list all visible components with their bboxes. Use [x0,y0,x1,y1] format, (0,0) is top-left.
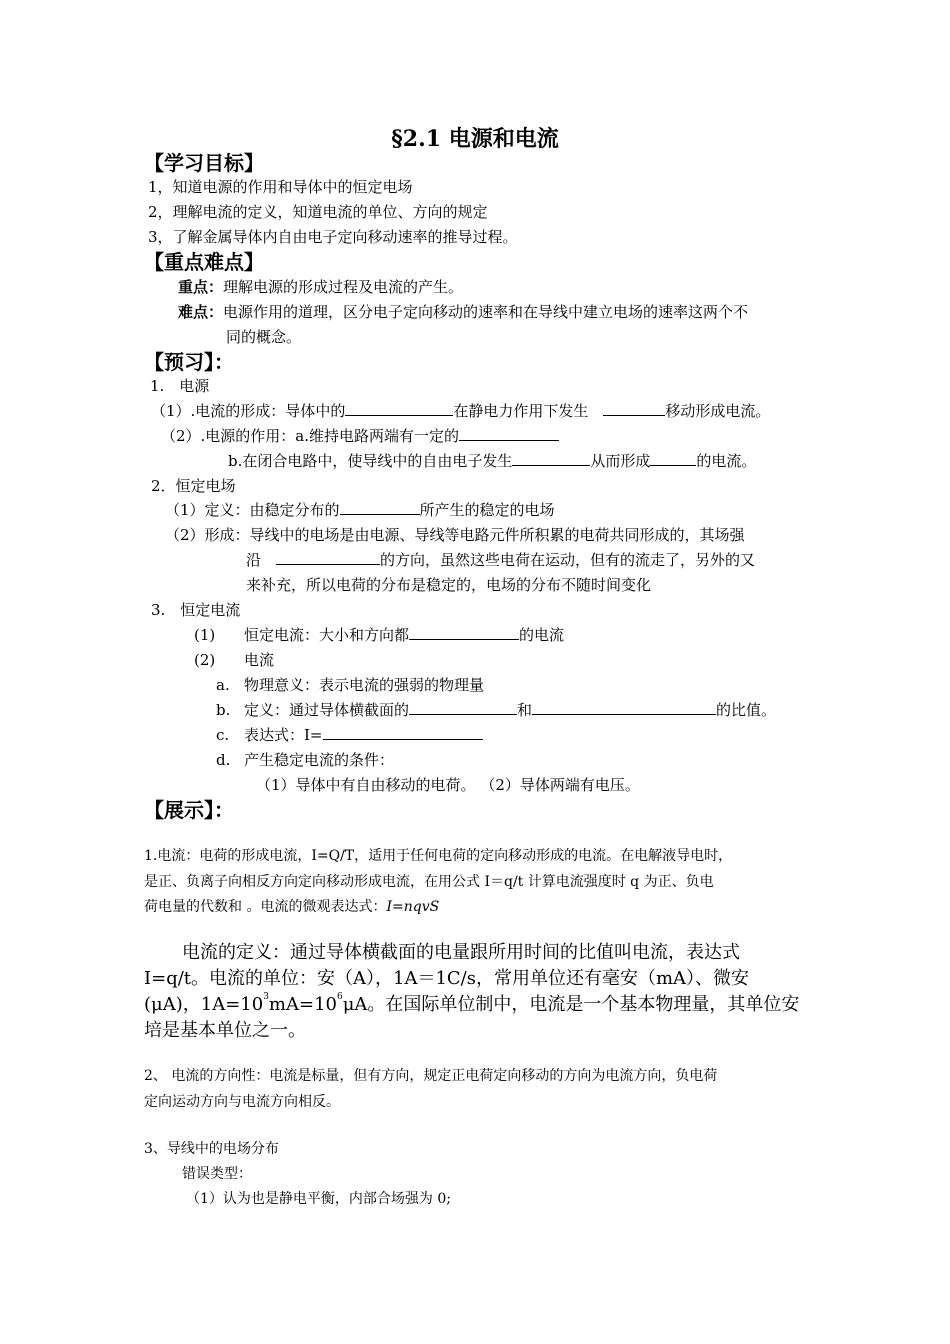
show-p1-line2: 是正、负离子向相反方向定向移动形成电流，在用公式 I＝q/t 计算电流强度时 q 为正、负电 [144,874,714,890]
difficulty-text: 电源作用的道理，区分电子定向移动的速率和在导线中建立电场的速率这两个不 [223,303,749,321]
preview-s2: 2．恒定电场 [151,477,236,495]
focus-text: 理解电源的形成过程及电流的产生。 [223,278,464,296]
item-d-text: 产生稳定电流的条件： [244,751,395,769]
show-p2-line3-c: μA。在国际单位制中，电流是一个基本物理量，其单位安 [342,994,800,1015]
goal-item-3: 3，了解金属导体内自由电子定向移动速率的推导过程。 [148,228,518,246]
show-p3-line1: 2、 电流的方向性：电流是标量，但有方向，规定正电荷定向移动的方向为电流方向，负电荷 [144,1068,718,1084]
fill-blank[interactable] [603,401,665,416]
show-p2-line2: I=q/t。电流的单位：安（A），1A＝1C/s，常用单位还有毫安（mA）、微安 [144,968,750,989]
s2-2b-text-b: 的方向，虽然这些电荷在运动，但有的流走了，另外的又 [380,551,756,569]
focus-line [178,277,463,297]
s1-1-text-a: （1）.电流的形成：导体中的 [151,402,346,420]
s2-1-text-b: 所产生的稳定的电场 [419,501,555,519]
goal-item-1: 1，知道电源的作用和导体中的恒定电场 [148,178,413,196]
difficulty-line [178,302,748,322]
preview-s3-2: 电流 [244,651,275,669]
preview-s3-2-num: (2) [194,651,216,669]
s2-2b-text-a: 沿 [246,551,277,569]
show-p3-line2: 定向运动方向与电流方向相反。 [144,1094,340,1110]
preview-s3-1-num: (1) [194,626,216,644]
item-a-mark: a. [216,676,230,694]
difficulty-label: 难点： [178,303,224,321]
item-b-line [244,700,776,720]
item-d-mark: d. [216,751,231,769]
item-b-text-a: 定义：通过导体横截面的 [244,701,410,719]
section-heading-key: 【重点难点】 [144,250,264,274]
fill-blank[interactable] [650,451,696,466]
show-p2-line1: 电流的定义：通过导体横截面的电量跟所用时间的比值叫电流，表达式 [182,942,740,963]
preview-s2-2b [246,550,755,570]
preview-s3: 3. 恒定电流 [151,601,241,619]
show-p2-line4: 培是基本单位之一。 [144,1020,306,1041]
fill-blank[interactable] [345,401,453,416]
show-p4-line2: 错误类型： [182,1166,252,1182]
show-p4-line3: （1）认为也是静电平衡，内部合场强为 0; [186,1191,451,1207]
exponent-3: 3 [263,992,269,1002]
show-p1-line3 [144,897,439,917]
fill-blank[interactable] [459,426,559,441]
preview-s3-1 [244,625,564,645]
item-b-text-b: 和 [517,701,533,719]
s2-1-text-a: （1）定义：由稳定分布的 [165,501,340,519]
goal-item-2: 2，理解电流的定义，知道电流的单位、方向的规定 [148,203,488,221]
show-p2-line3 [144,992,799,1018]
s1-2b-text-c: 的电流。 [696,452,757,470]
s1-2b-text-a: b.在闭合电路中，使导线中的自由电子发生 [228,452,513,470]
fill-blank[interactable] [409,700,517,715]
s1-2-text-a: （2）.电源的作用：a.维持电路两端有一定的 [161,427,460,445]
item-a-text: 物理意义：表示电流的强弱的物理量 [244,676,485,694]
item-b-mark: b. [216,701,231,719]
difficulty-text-cont: 同的概念。 [226,328,302,346]
preview-s1-2b [228,451,756,471]
show-p2-line3-a: (μA)，1A=10 [144,994,264,1015]
item-c-line [244,725,483,745]
item-d-conditions: （1）导体中有自由移动的电荷。 （2）导体两端有电压。 [256,776,640,794]
s3-1-text-b: 的电流 [519,626,565,644]
fill-blank[interactable] [276,550,380,565]
fill-blank[interactable] [323,725,483,740]
preview-s1-1 [151,401,770,421]
fill-blank[interactable] [409,625,519,640]
s1-1-text-c: 移动形成电流。 [665,402,771,420]
preview-s2-2: （2）形成：导线中的电场是由电源、导线等电路元件所积累的电荷共同形成的，其场强 [165,526,745,544]
micro-expression: I=nqvS [386,899,440,915]
section-heading-preview: 【预习】： [144,350,234,374]
preview-s1: 1. 电源 [150,377,210,395]
fill-blank[interactable] [512,451,590,466]
fill-blank[interactable] [340,500,420,515]
preview-s2-2c: 来补充，所以电荷的分布是稳定的，电场的分布不随时间变化 [246,576,652,594]
focus-label: 重点： [178,278,224,296]
item-b-text-c: 的比值。 [716,701,777,719]
page-title: §2.1 电源和电流 [391,126,559,152]
show-p4-line1: 3、导线中的电场分布 [144,1141,279,1157]
section-heading-goals: 【学习目标】 [144,151,264,175]
show-p1-line1: 1.电流：电荷的形成电流，I=Q/T，适用于任何电荷的定向移动形成的电流。在电解液导电时， [144,848,733,864]
s3-1-text-a: 恒定电流：大小和方向都 [244,626,410,644]
exponent-6: 6 [336,992,343,1002]
show-p2-line3-b: mA=10 [268,994,337,1015]
show-p1-line3-text: 荷电量的代数和 。电流的微观表达式： [144,899,387,915]
section-heading-show: 【展示】： [144,798,234,822]
s1-2b-text-b: 从而形成 [590,452,651,470]
fill-blank[interactable] [532,700,716,715]
s1-1-text-b: 在静电力作用下发生 [453,402,604,420]
preview-s2-1 [165,500,555,520]
item-c-text: 表达式：I= [244,726,323,744]
item-c-mark: c. [216,726,230,744]
preview-s1-2 [161,426,559,446]
